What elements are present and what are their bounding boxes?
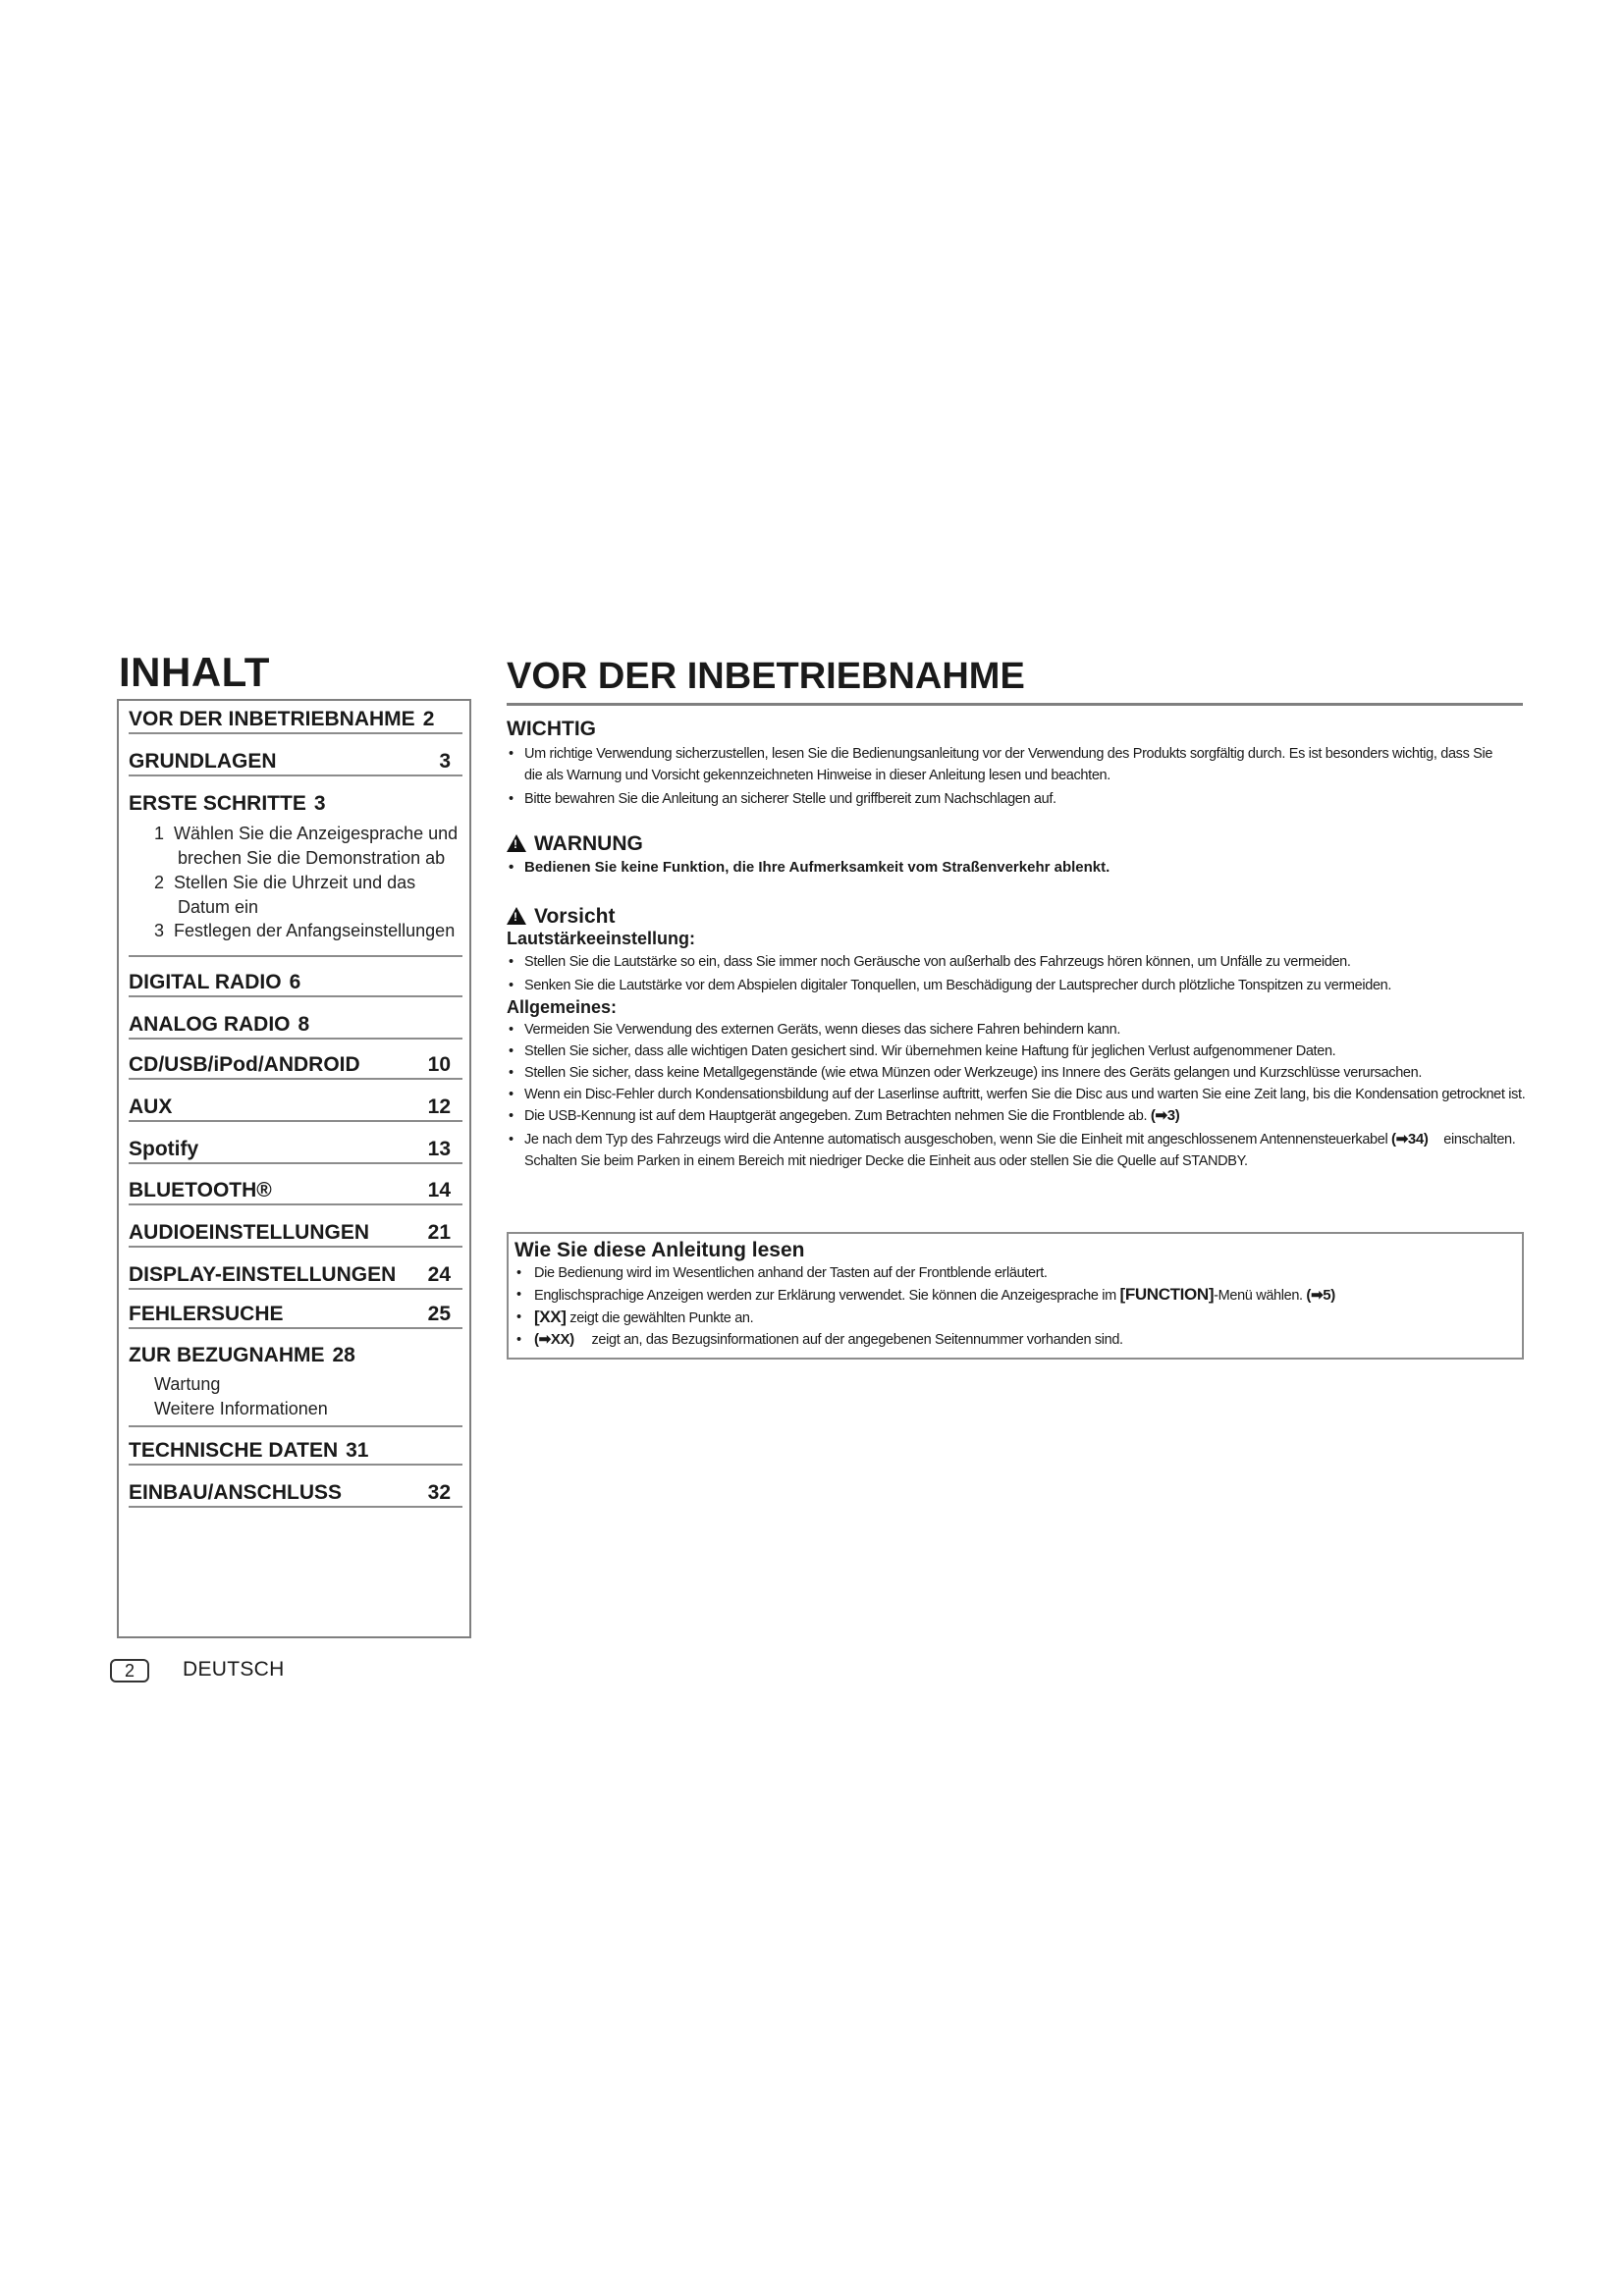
allgemeines-item: • Stellen Sie sicher, dass alle wichtigen Daten gesichert sind. Wir übernehmen keine Haftung für jeglichen Verlust aufgenommener Daten. [507,1041,1528,1062]
vorsicht-heading-row [507,905,1528,928]
toc-entry-label: DISPLAY-EINSTELLUNGEN [129,1263,397,1286]
page-ref-link[interactable]: (➡XX) [534,1331,574,1349]
button-ref: [XX] [534,1308,567,1327]
toc-entry-label: TECHNISCHE DATEN [129,1439,339,1462]
antenna-text: Je nach dem Typ des Fahrzeugs wird die Antenne automatisch ausgeschoben, wenn Sie die Einheit mit angeschlossenem Antennensteuerkabel [524,1131,1388,1148]
toc-entry-page: 28 [332,1344,355,1366]
warnung-list [507,857,1528,879]
usb-text: Die USB-Kennung ist auf dem Hauptgerät angegeben. Zum Betrachten nehmen Sie die Frontblende ab. [524,1107,1148,1124]
toc-entry-page: 8 [298,1013,310,1036]
allgemeines-heading: Allgemeines: [507,996,618,1017]
antenna-text: einschalten. Schalten Sie beim Parken in einem Bereich mit niedriger Decke die Einheit aus oder stellen Sie die Quelle auf STANDBY. [524,1131,1516,1169]
howto-heading: Wie Sie diese Anleitung lesen [514,1239,805,1261]
toc-entry-page: 10 [427,1053,451,1076]
step-number: 2 [154,873,165,892]
wichtig-heading: WICHTIG [507,718,596,740]
toc-entry-page: 14 [427,1179,451,1201]
toc-entry-label: BLUETOOTH® [129,1179,272,1201]
wichtig-item: • Bitte bewahren Sie die Anleitung an sicherer Stelle und griffbereit zum Nachschlagen auf. [507,788,1528,810]
toc-entry-page: 24 [427,1263,451,1286]
step-number: 1 [154,824,165,843]
allgemeines-item [507,1105,1528,1127]
toc-entry-label: ERSTE SCHRITTE [129,792,306,815]
warnung-heading-row [507,832,1528,855]
toc-sub-step[interactable] [154,919,455,943]
language-label: DEUTSCH [183,1658,285,1681]
step-text: Stellen Sie die Uhrzeit und das [174,873,416,892]
warning-triangle-icon [507,834,526,852]
toc-entry-page: 6 [289,971,301,993]
title-rule [507,703,1523,706]
toc-entry-label: DIGITAL RADIO [129,971,282,993]
toc-entry-page: 2 [422,708,435,730]
toc-divider [129,955,462,957]
toc-entry-page: 3 [313,792,326,815]
toc-entry-label: ANALOG RADIO [129,1013,291,1036]
page-ref-link[interactable]: (➡34) [1391,1130,1429,1148]
toc-entry-page: 32 [427,1481,451,1504]
step-text: Festlegen der Anfangseinstellungen [174,921,456,940]
step-number: 3 [154,921,165,940]
allgemeines-item: • Vermeiden Sie Verwendung des externen Geräts, wenn dieses das sichere Fahren behindern kann. [507,1019,1528,1041]
toc-entry-label: VOR DER INBETRIEBNAHME [129,708,415,730]
warning-triangle-icon [507,907,526,925]
howto-text: -Menü wählen. [1214,1288,1303,1305]
function-button-ref: [FUNCTION] [1119,1285,1215,1305]
toc-sub-item[interactable]: Weitere Informationen [154,1399,328,1418]
toc-entry-page: 13 [427,1138,451,1160]
toc-entry-page: 31 [346,1439,369,1462]
toc-entry-label: ZUR BEZUGNAHME [129,1344,325,1366]
howto-item [514,1307,1516,1329]
allgemeines-list [507,1019,1528,1172]
page-ref-link[interactable]: (➡3) [1150,1106,1180,1124]
toc-entry-page: 21 [427,1221,451,1244]
toc-sub-step[interactable] [154,871,415,895]
toc-entry[interactable] [129,1432,462,1466]
lautstaerke-item: • Senken Sie die Lautstärke vor dem Abspielen digitaler Tonquellen, um Beschädigung der Lautsprecher durch plötzliche Tonspitzen zu vermeiden. [507,975,1528,996]
page-title: VOR DER INBETRIEBNAHME [507,656,1025,697]
howto-item [514,1329,1516,1351]
toc-entry[interactable] [129,785,462,819]
toc-sub-step[interactable] [154,822,458,846]
page-ref-link[interactable]: (➡5) [1306,1287,1335,1305]
toc-divider [129,1425,462,1427]
toc-entry-label: CD/USB/iPod/ANDROID [129,1053,360,1076]
lautstaerke-heading: Lautstärkeeinstellung: [507,929,696,949]
toc-entry[interactable] [129,1006,462,1040]
allgemeines-item: • Stellen Sie sicher, dass keine Metallgegenstände (wie etwa Münzen oder Werkzeuge) ins Innere des Geräts gelangen und Kurzschlüsse verursachen. [507,1062,1528,1084]
toc-entry-label: GRUNDLAGEN [129,750,277,773]
toc-entry-label: Spotify [129,1138,199,1160]
toc-box [117,699,471,1638]
lautstaerke-item: • Stellen Sie die Lautstärke so ein, dass Sie immer noch Geräusche von außerhalb des Fahrzeugs hören können, um Unfälle zu vermeiden. [507,951,1528,973]
warnung-item: • Bedienen Sie keine Funktion, die Ihre Aufmerksamkeit vom Straßenverkehr ablenkt. [507,857,1528,879]
toc-sub-item[interactable]: Wartung [154,1374,221,1394]
howto-item [514,1284,1516,1307]
toc-entry[interactable] [129,1046,462,1080]
lautstaerke-list [507,951,1528,996]
toc-entry-label: AUX [129,1095,173,1118]
toc-entry[interactable] [129,964,462,997]
step-text: Wählen Sie die Anzeigesprache und [174,824,459,843]
toc-entry[interactable] [129,1131,462,1164]
howto-text: Englischsprachige Anzeigen werden zur Erklärung verwendet. Sie können die Anzeigesprache im [534,1288,1116,1305]
howto-text: zeigt die gewählten Punkte an. [569,1310,754,1327]
allgemeines-item: • Wenn ein Disc-Fehler durch Kondensationsbildung auf der Laserlinse auftritt, werfen Sie die Disc aus und warten Sie eine Zeit lang, bis die Kondensation getrocknet ist. [507,1084,1528,1105]
toc-entry[interactable] [129,1256,462,1290]
toc-entry[interactable] [129,1089,462,1122]
toc-entry-page: 25 [427,1303,451,1325]
howto-box [507,1232,1524,1360]
toc-entry[interactable] [129,1474,462,1508]
allgemeines-item [507,1129,1528,1172]
toc-entry[interactable] [129,1214,462,1248]
section-wichtig [507,718,1528,810]
toc-entry-label: FEHLERSUCHE [129,1303,284,1325]
wichtig-list [507,743,1528,810]
toc-entry-label: AUDIOEINSTELLUNGEN [129,1221,370,1244]
toc-entry[interactable] [129,1296,462,1329]
toc-entry[interactable] [129,1172,462,1205]
howto-list [514,1262,1516,1351]
toc-sub-step-cont: brechen Sie die Demonstration ab [178,848,446,868]
page-number: 2 [110,1659,149,1682]
howto-text: zeigt an, das Bezugsinformationen auf der angegebenen Seitennummer vorhanden sind. [591,1332,1123,1349]
toc-entry-page: 12 [427,1095,451,1118]
section-warnung [507,832,1528,879]
howto-item: • Die Bedienung wird im Wesentlichen anhand der Tasten auf der Frontblende erläutert. [514,1262,1516,1284]
toc-entry[interactable] [129,743,462,776]
toc-sub-step-cont: Datum ein [178,897,259,917]
toc-entry-page: 3 [439,750,451,773]
section-vorsicht [507,905,1528,1172]
warnung-heading: WARNUNG [534,832,643,855]
toc-entry[interactable] [129,701,462,734]
toc-title: INHALT [119,649,270,695]
toc-entry-label: EINBAU/ANSCHLUSS [129,1481,343,1504]
vorsicht-heading: Vorsicht [534,905,616,928]
wichtig-item: • Um richtige Verwendung sicherzustellen, lesen Sie die Bedienungsanleitung vor der Verwendung des Produkts sorgfältig durch. Es ist besonders wichtig, dass Sie die als Warnung und Vorsicht gekennzeichneten Hinweise in dieser Anleitung lesen und beachten. [507,743,1528,786]
toc-entry[interactable] [129,1337,462,1370]
